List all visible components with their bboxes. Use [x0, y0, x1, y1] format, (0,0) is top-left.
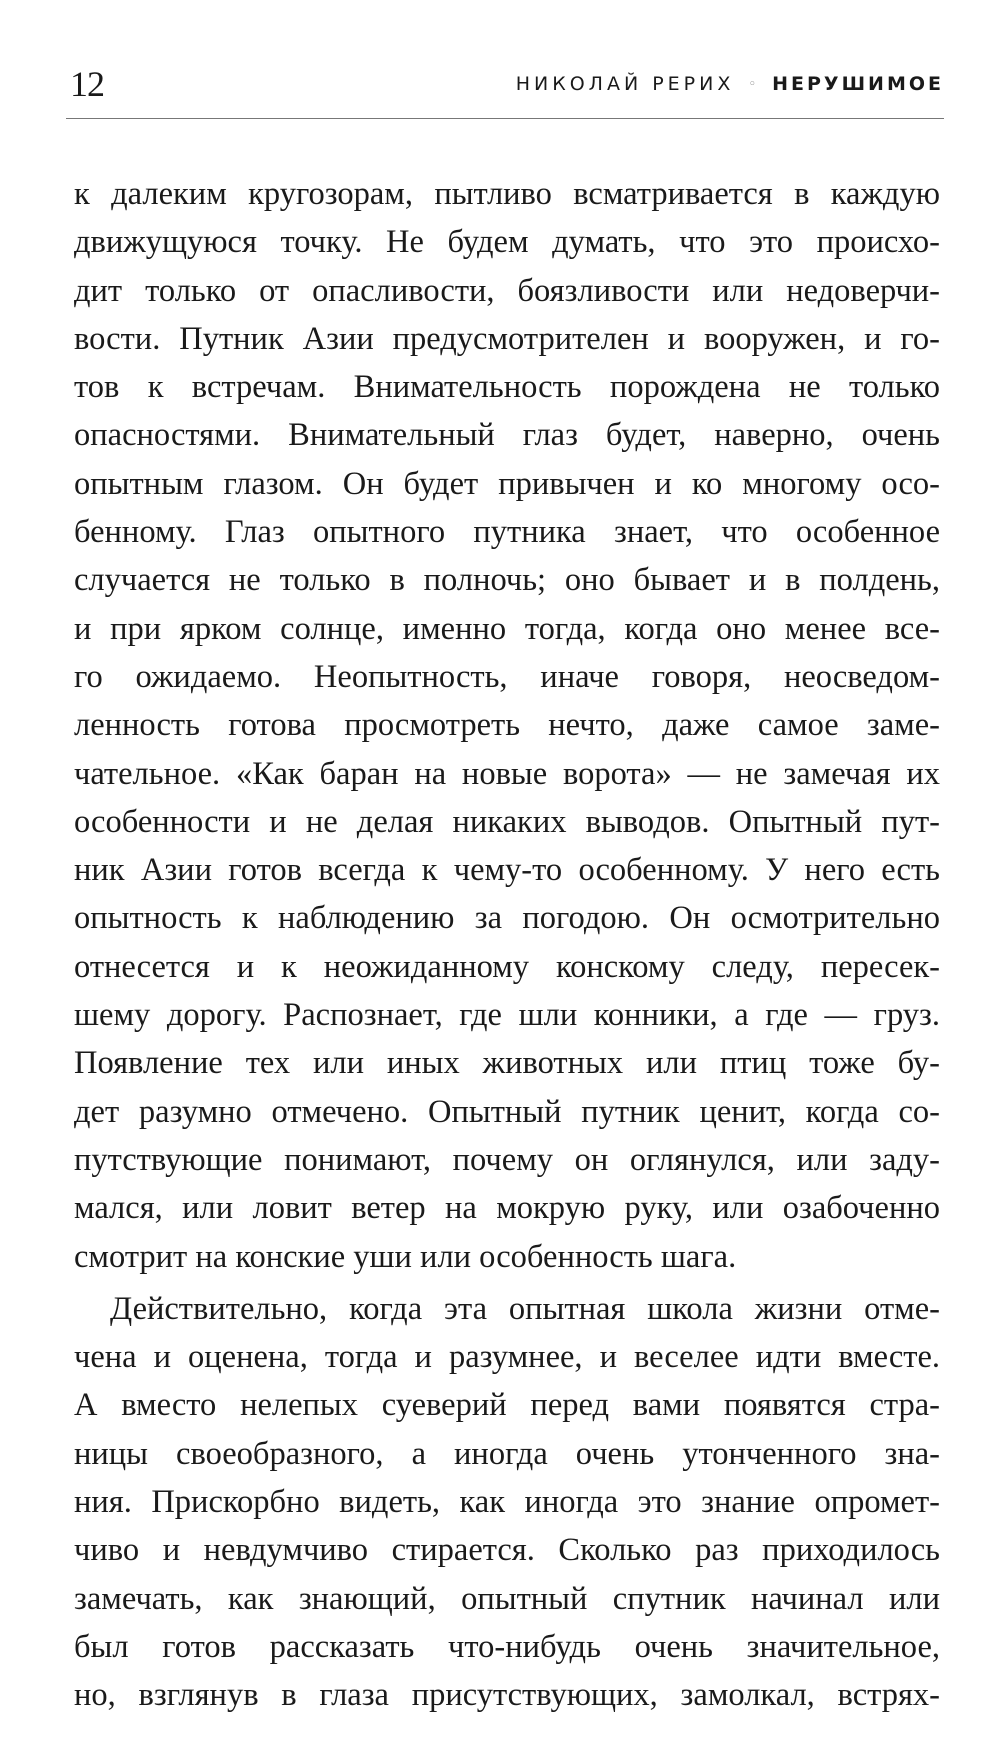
text-line: опытным глазом. Он будет привычен и ко многому осо- — [74, 465, 940, 502]
text-line: дит только от опасливости, боязливости или недоверчи- — [74, 272, 940, 309]
text-line: А вместо нелепых суеверий перед вами появятся стра- — [74, 1387, 940, 1424]
text-line: смотрит на конские уши или особенность шага. — [74, 1238, 737, 1275]
text-line: ник Азии готов всегда к чему-то особенному. У него есть — [74, 852, 940, 889]
text-line: Появление тех или иных животных или птиц тоже бу- — [74, 1045, 940, 1082]
text-line: ленность готова просмотреть нечто, даже самое заме- — [74, 707, 940, 744]
text-line: замечать, как знающий, опытный спутник начинал или — [74, 1580, 940, 1617]
text-line: отнесется и к неожиданному конскому следу, пересек- — [74, 948, 940, 985]
text-line: Действительно, когда эта опытная школа жизни отме- — [110, 1290, 940, 1327]
text-line: чена и оценена, тогда и разумнее, и веселее идти вместе. — [74, 1339, 940, 1376]
text-line: к далеким кругозорам, пытливо всматривается в каждую — [74, 176, 940, 212]
body-text — [74, 170, 940, 1720]
text-line: ния. Прискорбно видеть, как иногда это знание опромет- — [74, 1484, 940, 1521]
text-line: ницы своеобразного, а иногда очень утонченного зна- — [74, 1435, 940, 1472]
text-line: особенности и не делая никаких выводов. Опытный пут- — [74, 803, 940, 840]
paragraph-1 — [74, 170, 940, 1281]
page-number: 12 — [70, 64, 104, 104]
text-line: движущуюся точку. Не будем думать, что это происхо- — [74, 224, 940, 261]
text-line: случается не только в полночь; оно бывает и в полдень, — [74, 562, 940, 599]
text-line: тов к встречам. Внимательность порождена не только — [74, 369, 940, 406]
paragraph-2 — [74, 1285, 940, 1720]
page-header — [66, 62, 944, 106]
text-line: опасностями. Внимательный глаз будет, наверно, очень — [74, 417, 940, 454]
text-line: и при ярком солнце, именно тогда, когда оно менее все- — [74, 610, 940, 647]
running-head-separator-icon: ◦ — [748, 77, 757, 92]
text-line: шему дорогу. Распознает, где шли конники, а где — груз. — [74, 997, 940, 1034]
text-line: го ожидаемо. Неопытность, иначе говоря, неосведом- — [74, 658, 940, 695]
text-line: мался, или ловит ветер на мокрую руку, или озабоченно — [74, 1190, 940, 1227]
running-head-author: НИКОЛАЙ РЕРИХ — [515, 73, 735, 95]
text-line: путствующие понимают, почему он оглянулся, или заду- — [74, 1141, 940, 1178]
text-line: опытность к наблюдению за погодою. Он осмотрительно — [74, 900, 940, 937]
header-rule — [66, 118, 944, 119]
text-line: бенному. Глаз опытного путника знает, что особенное — [74, 514, 940, 551]
running-head — [516, 68, 944, 101]
text-line: дет разумно отмечено. Опытный путник ценит, когда со- — [74, 1093, 940, 1130]
text-line: но, взглянув в глаза присутствующих, замолкал, встрях- — [74, 1677, 940, 1714]
running-head-book-title: НЕРУШИМОЕ — [772, 73, 944, 95]
text-line: вости. Путник Азии предусмотрителен и вооружен, и го- — [74, 320, 940, 357]
text-line: чиво и невдумчиво стирается. Сколько раз приходилось — [74, 1532, 940, 1569]
text-line: был готов рассказать что-нибудь очень значительное, — [74, 1628, 940, 1665]
text-line: чательное. «Как баран на новые ворота» — не замечая их — [74, 755, 940, 792]
